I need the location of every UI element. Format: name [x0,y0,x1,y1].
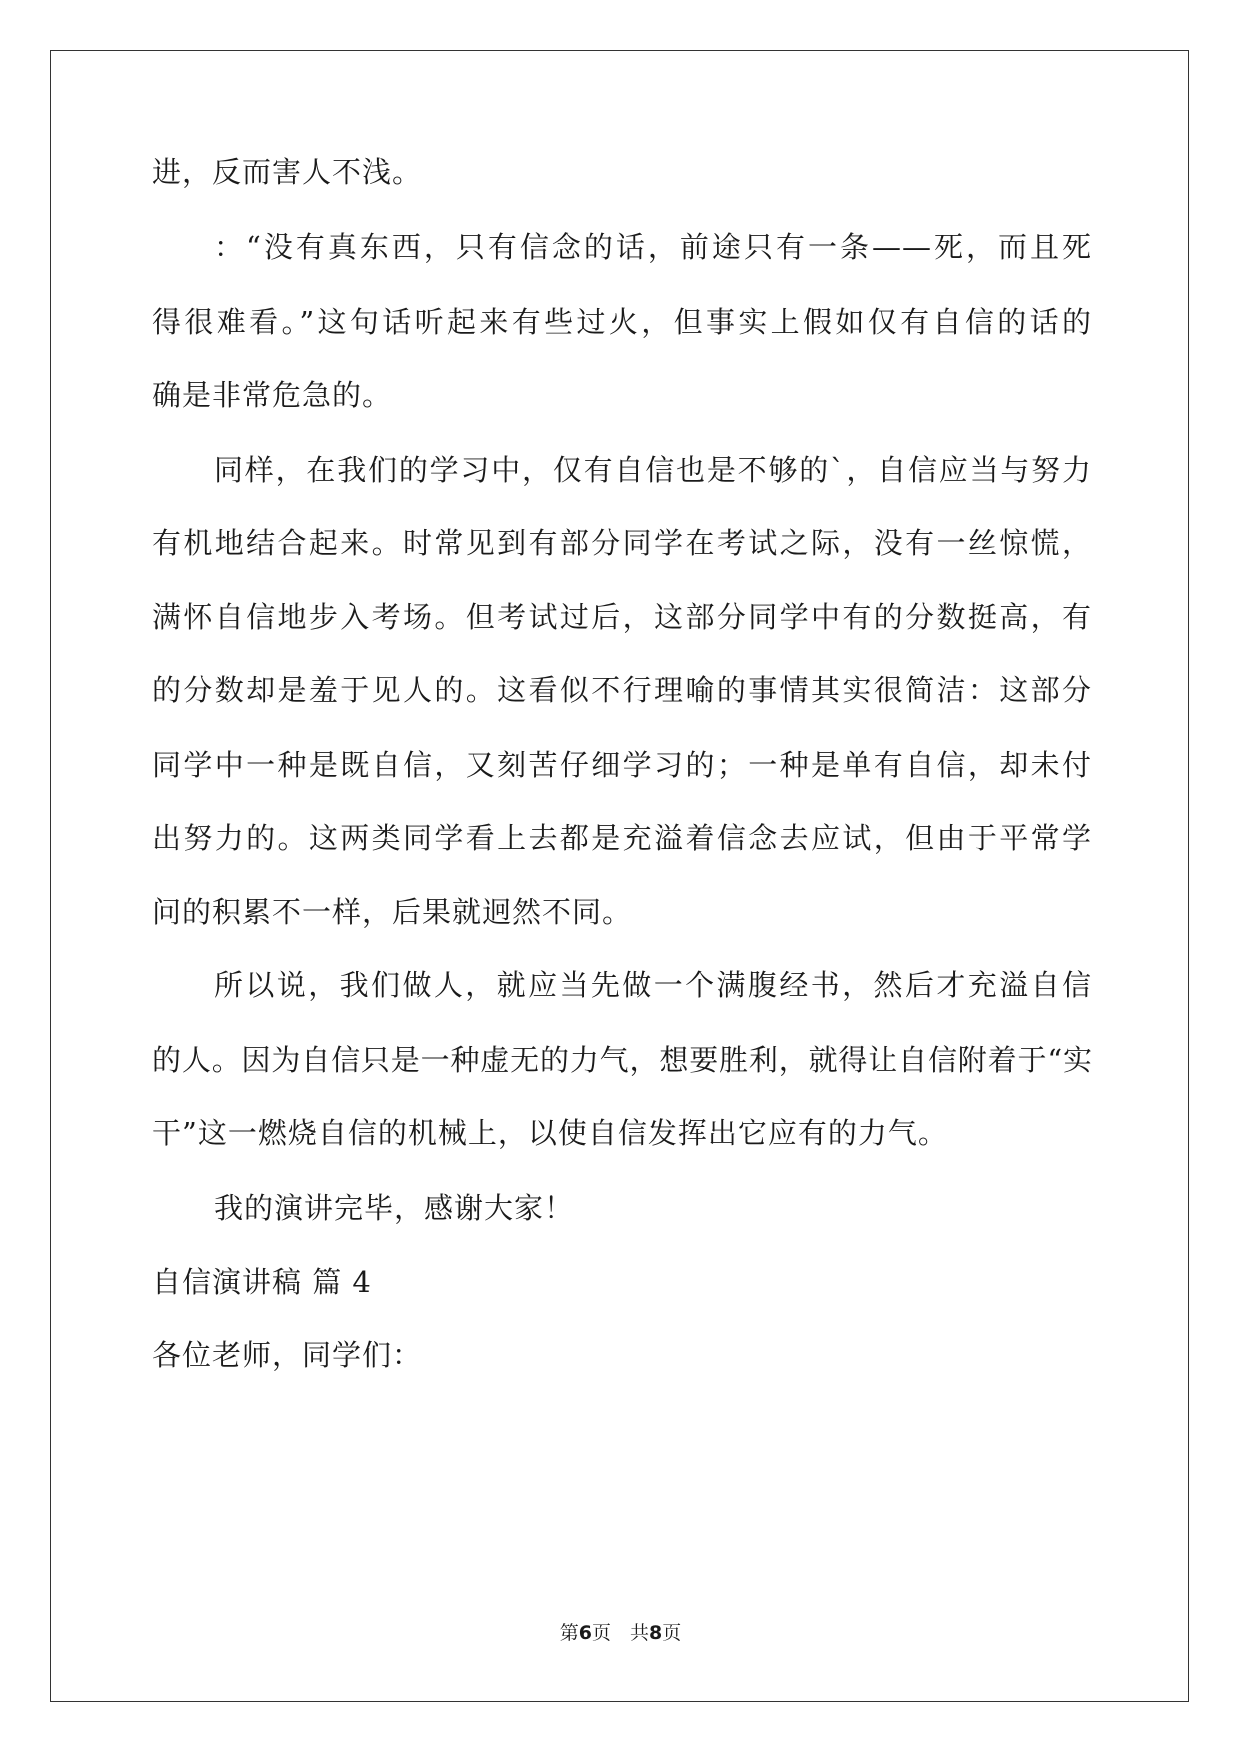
page-border [50,50,1189,1702]
text-line: 出努力的。这两类同学看上去都是充溢着信念去应试，但由于平常学 [152,821,1092,855]
footer-prefix: 第 [559,1622,579,1644]
section-heading: 自信演讲稿 篇 4 [152,1265,372,1299]
text-line: 的分数却是羞于见人的。这看似不行理喻的事情其实很简洁：这部分 [152,673,1092,707]
text-line: 我的演讲完毕，感谢大家！ [214,1191,575,1225]
text-line: 同样，在我们的学习中，仅有自信也是不够的`，自信应当与努力 [214,453,1092,487]
text-line: 进，反而害人不浅。 [152,155,423,189]
footer-suffix: 页 [662,1622,682,1644]
text-line: 得很难看。”这句话听起来有些过火，但事实上假如仅有自信的话的 [152,305,1092,339]
text-line: 确是非常危急的。 [152,378,393,412]
text-line: 所以说，我们做人，就应当先做一个满腹经书，然后才充溢自信 [214,968,1092,1002]
total-page-number: 8 [649,1622,663,1644]
text-line: 同学中一种是既自信，又刻苦仔细学习的；一种是单有自信，却未付 [152,748,1092,782]
text-line: 的人。因为自信只是一种虚无的力气，想要胜利，就得让自信附着于“实 [152,1043,1092,1077]
footer-mid: 页 共 [591,1622,649,1644]
text-line: 干”这一燃烧自信的机械上，以使自信发挥出它应有的力气。 [152,1116,948,1150]
text-line: 满怀自信地步入考场。但考试过后，这部分同学中有的分数挺高，有 [152,600,1092,634]
text-line: 有机地结合起来。时常见到有部分同学在考试之际，没有一丝惊慌， [152,526,1092,560]
text-line: 问的积累不一样，后果就迥然不同。 [152,895,633,929]
page-footer [0,1621,1241,1645]
salutation: 各位老师，同学们： [152,1338,423,1372]
current-page-number: 6 [578,1622,592,1644]
text-line: ：“没有真东西，只有信念的话，前途只有一条——死，而且死 [214,230,1092,264]
